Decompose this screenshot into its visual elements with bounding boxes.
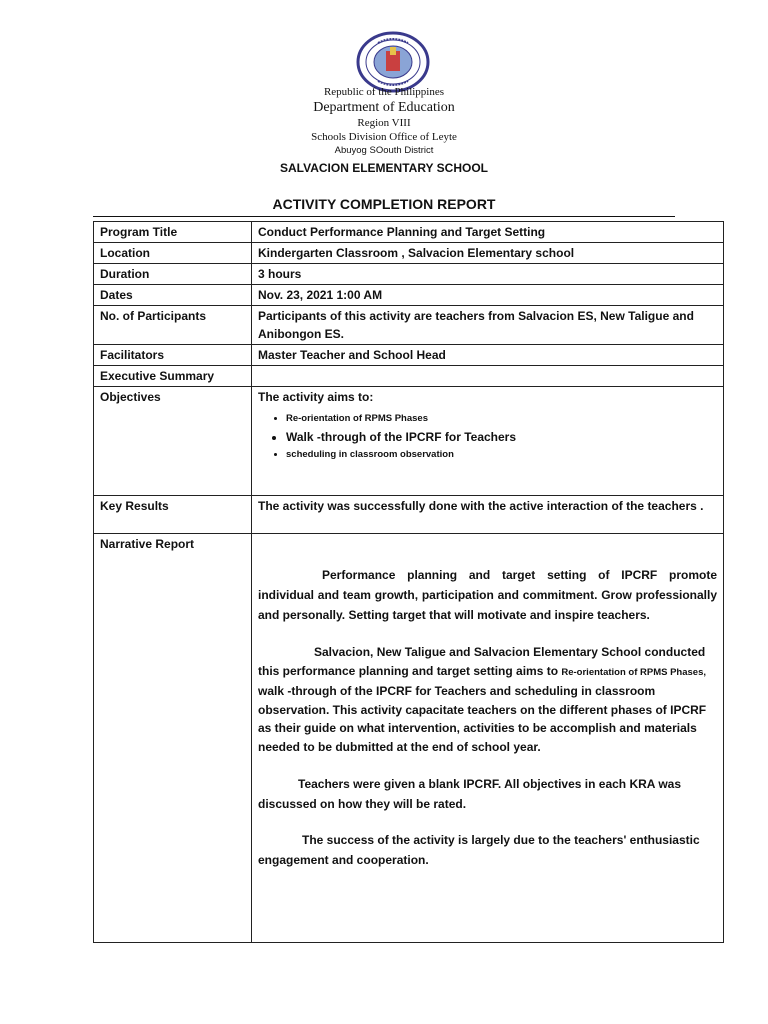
row-value: Kindergarten Classroom , Salvacion Elementary school [252,243,724,264]
row-label: Narrative Report [94,534,252,943]
table-row [94,345,724,366]
objectives-cell [252,387,724,496]
row-label: Facilitators [94,345,252,366]
narrative-small-text: Re-orientation of RPMS Phases, [561,666,707,678]
header-country: Republic of the Philippines [323,86,445,98]
row-label: Key Results [94,496,252,534]
row-label: Duration [94,264,252,285]
header-district: Abuyog SOouth District [334,145,434,156]
row-value: Nov. 23, 2021 1:00 AM [252,285,724,306]
table-row [94,387,724,496]
row-value: Participants of this activity are teachers from Salvacion ES, New Taligue and Anibongon ES. [252,306,724,345]
row-label: Program Title [94,222,252,243]
list-item: • scheduling in classroom observation [286,446,717,464]
row-label: Dates [94,285,252,306]
narrative-text: walk -through of the IPCRF for Teachers and scheduling in classroom observation. This activity capacitate teachers on the different phases of IPCRF as their guide on what intervention, activities to be accomplish and materials needed to be dubmitted at the end of school year. [258,684,707,754]
row-value: The activity was successfully done with the active interaction of the teachers . [252,496,724,534]
report-table [93,221,724,943]
row-label: No. of Participants [94,306,252,345]
table-row [94,222,724,243]
list-item: • Walk -through of the IPCRF for Teachers [286,428,717,446]
header-division: Schools Division Office of Leyte [311,131,457,143]
row-value-empty [252,366,724,387]
deped-seal-icon [356,31,430,93]
narrative-paragraph-1: Performance planning and target setting of IPCRF promote individual and team growth, participation and commitment. Grow professionally and personally. Setting target that will motivate and inspire teachers. [258,568,717,622]
list-item: • Re-orientation of RPMS Phases [286,410,717,428]
table-row [94,264,724,285]
row-label: Objectives [94,387,252,496]
table-row [94,285,724,306]
table-row [94,534,724,943]
table-row [94,496,724,534]
school-name: SALVACION ELEMENTARY SCHOOL [279,161,488,175]
row-value: 3 hours [252,264,724,285]
narrative-paragraph-3: Teachers were given a blank IPCRF. All objectives in each KRA was discussed on how they will be rated. [258,777,682,811]
narrative-paragraph-4: The success of the activity is largely due to the teachers' enthusiastic engagement and cooperation. [258,833,700,867]
table-row [94,243,724,264]
report-title: ACTIVITY COMPLETION REPORT [272,196,496,212]
row-value: Master Teacher and School Head [252,345,724,366]
narrative-text: Salvacion, New Taligue and Salvacion Elementary School conducted this performance planning and target setting aims to [258,645,706,678]
narrative-paragraph-2 [258,643,717,756]
objectives-intro: The activity aims to: [258,390,374,404]
row-label: Location [94,243,252,264]
narrative-cell [252,534,724,943]
objectives-list [258,410,717,464]
row-label: Executive Summary [94,366,252,387]
row-value: Conduct Performance Planning and Target Setting [252,222,724,243]
header-region: Region VIII [357,117,411,129]
title-rule [93,216,675,217]
header-department: Department of Education [313,100,455,115]
table-row [94,306,724,345]
table-row [94,366,724,387]
